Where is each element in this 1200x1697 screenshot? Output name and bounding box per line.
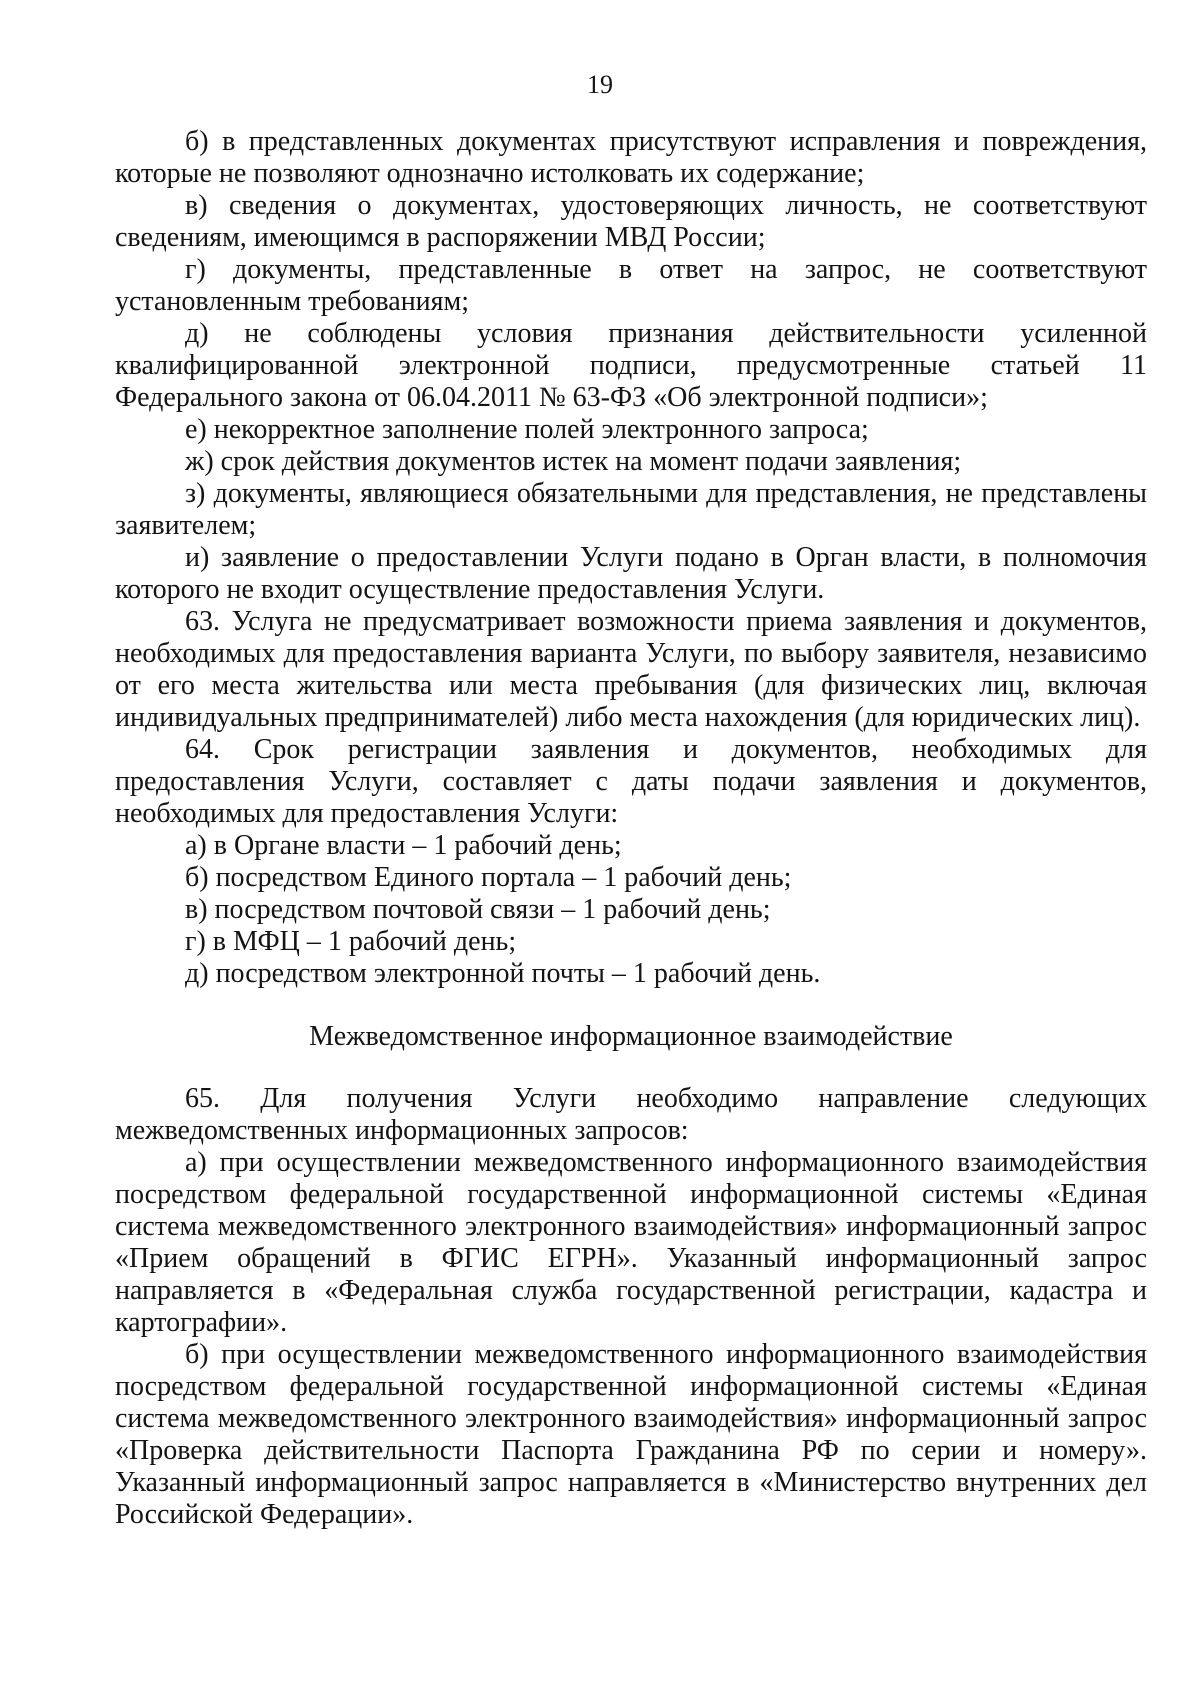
clause-zh-documents-expired: ж) срок действия документов истек на момент подачи заявления; <box>185 446 962 477</box>
clause-d-electronic-signature: д) не соблюдены условия признания действительности усиленной квалифицированной электронной подписи, предусмотренные статьей 11 Федерального закона от 06.04.2011 № 63-ФЗ «Об электронной подписи»; <box>115 318 1147 413</box>
request-a-egrn: а) при осуществлении межведомственного информационного взаимодействия посредством федеральной государственной информационной системы «Единая система межведомственного электронного взаимодействия» информационный запрос «Прием обращений в ФГИС ЕГРН». Указанный информационный запрос направляется в «Федеральная служба государственной регистрации, кадастра и картографии». <box>115 1147 1147 1338</box>
item-64-registration-period: 64. Срок регистрации заявления и документов, необходимых для предоставления Услуги, составляет с даты подачи заявления и документов, необходимых для предоставления Услуги: <box>115 734 1147 829</box>
period-unified-portal: б) посредством Единого портала – 1 рабочий день; <box>185 862 792 893</box>
period-authority: а) в Органе власти – 1 рабочий день; <box>185 830 622 861</box>
clause-i-wrong-authority: и) заявление о предоставлении Услуги подано в Орган власти, в полномочия которого не входит осуществление предоставления Услуги. <box>115 542 1147 605</box>
period-mfc: г) в МФЦ – 1 рабочий день; <box>185 926 517 957</box>
clause-e-electronic-request-fields: е) некорректное заполнение полей электронного запроса; <box>185 414 869 445</box>
period-postal: в) посредством почтовой связи – 1 рабочий день; <box>185 894 771 925</box>
clause-g-response-documents: г) документы, представленные в ответ на запрос, не соответствуют установленным требованиям; <box>115 254 1147 317</box>
item-63-extraterritorial: 63. Услуга не предусматривает возможности приема заявления и документов, необходимых для предоставления варианта Услуги, по выбору заявителя, независимо от его места жительства или места пребывания (для физических лиц, включая индивидуальных предпринимателей) либо места нахождения (для юридических лиц). <box>115 606 1147 733</box>
clause-b-corrections: б) в представленных документах присутствуют исправления и повреждения, которые не позволяют однозначно истолковать их содержание; <box>115 126 1147 189</box>
page-number: 19 <box>587 70 613 99</box>
clause-v-identity-documents: в) сведения о документах, удостоверяющих личность, не соответствуют сведениям, имеющимся в распоряжении МВД России; <box>115 190 1147 253</box>
section-heading: Межведомственное информационное взаимодействие <box>309 1021 953 1052</box>
period-email: д) посредством электронной почты – 1 рабочий день. <box>185 958 821 989</box>
item-65-interagency-requests: 65. Для получения Услуги необходимо направление следующих межведомственных информационных запросов: <box>115 1083 1147 1146</box>
clause-z-mandatory-documents: з) документы, являющиеся обязательными для представления, не представлены заявителем; <box>115 478 1147 541</box>
document-body <box>115 126 1147 1531</box>
request-b-passport-check: б) при осуществлении межведомственного информационного взаимодействия посредством федеральной государственной информационной системы «Единая система межведомственного электронного взаимодействия» информационный запрос «Проверка действительности Паспорта Гражданина РФ по серии и номеру». Указанный информационный запрос направляется в «Министерство внутренних дел Российской Федерации». <box>115 1339 1147 1530</box>
